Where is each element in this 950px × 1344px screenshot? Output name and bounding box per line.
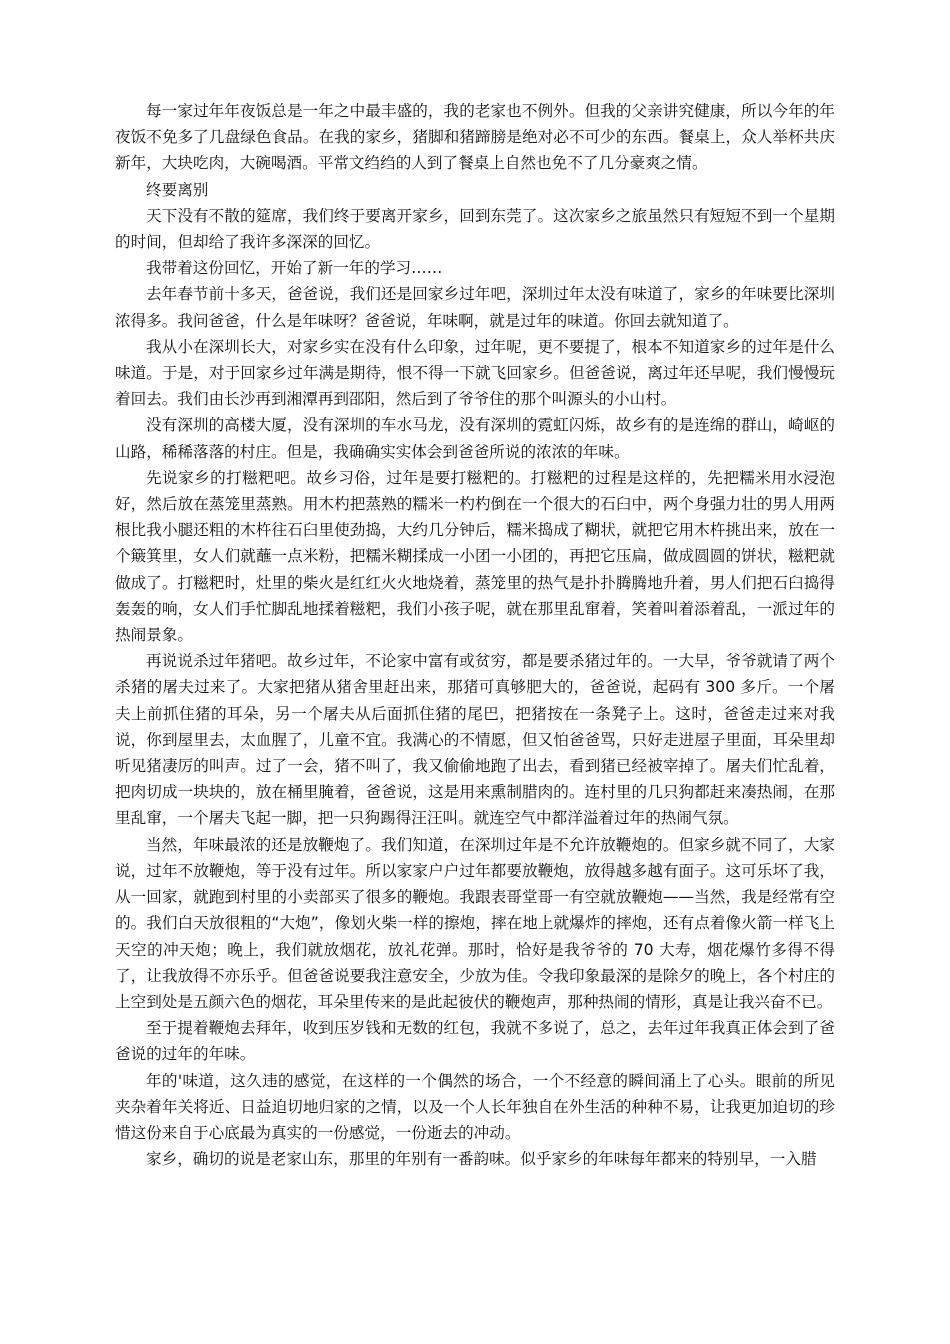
paragraph-pig-slaughter: 再说说杀过年猪吧。故乡过年，不论家中富有或贫穷，都是要杀猪过年的。一大早，爷爷就请了两个杀猪的屠夫过来了。大家把猪从猪舍里赶出来，那猪可真够肥大的，爸爸说，起码有 300 多斤。一个屠夫上前抓住猪的耳朵，另一个屠夫从后面抓住猪的尾巴，把猪按在一条凳子上。这时，爸爸走过来对我说，你到屋里去，太血腥了，儿童不宜。我满心的不情愿，但又怕爸爸骂，只好走进屋子里面，耳朵里却听见猪凄厉的叫声。过了一会，猪不叫了，我又偷偷地跑了出去，看到猪已经被宰掉了。屠夫们忙乱着，把肉切成一块块的，放在桶里腌着，爸爸说，这是用来熏制腊肉的。连村里的几只狗都赶来凑热闹，在那里乱窜，一个屠夫飞起一脚，把一只狗踢得汪汪叫。就连空气中都洋溢着过年的热闹气氛。 (115, 652, 835, 828)
document-body (115, 98, 835, 1172)
paragraph-shandong-hometown: 家乡，确切的说是老家山东，那里的年别有一番韵味。似乎家乡的年味每年都来的特别早，一入腊 (146, 1150, 817, 1169)
paragraph-red-envelopes: 至于提着鞭炮去拜年，收到压岁钱和无数的红包，我就不多说了，总之，去年过年我真正体会到了爸爸说的过年的年味。 (115, 1019, 835, 1064)
paragraph-rice-cake: 先说家乡的打糍粑吧。故乡习俗，过年是要打糍粑的。打糍粑的过程是这样的，先把糯米用水浸泡好，然后放在蒸笼里蒸熟。用木杓把蒸熟的糯米一杓杓倒在一个很大的石臼中，两个身强力壮的男人用两根比我小腿还粗的木杵往石臼里使劲捣，大约几分钟后，糯米捣成了糊状，就把它用木杵挑出来，放在一个簸箕里，女人们就蘸一点米粉，把糯米糊揉成一小团一小团的，再把它压扁，做成圆圆的饼状，糍粑就做成了。打糍粑时，灶里的柴火是红红火火地烧着，蒸笼里的热气是扑扑腾腾地升着，男人们把石臼捣得轰轰的响，女人们手忙脚乱地揉着糍粑，我们小孩子呢，就在那里乱窜着，笑着叫着添着乱，一派过年的热闹景象。 (115, 468, 835, 645)
paragraph-new-years-eve-dinner: 每一家过年年夜饭总是一年之中最丰盛的，我的老家也不例外。但我的父亲讲究健康，所以今年的年夜饭不免多了几盘绿色食品。在我的家乡，猪脚和猪蹄膀是绝对必不可少的东西。餐桌上，众人举杯共庆新年，大块吃肉，大碗喝酒。平常文绉绉的人到了餐桌上自然也免不了几分豪爽之情。 (115, 102, 835, 173)
paragraph-new-year-study: 我带着这份回忆，开始了新一年的学习…… (146, 259, 443, 278)
paragraph-return-home: 去年春节前十多天，爸爸说，我们还是回家乡过年吧，深圳过年太没有味道了，家乡的年味要比深圳浓得多。我问爸爸，什么是年味呀？爸爸说，年味啊，就是过年的味道。你回去就知道了。 (115, 285, 835, 330)
paragraph-village-scenery: 没有深圳的高楼大厦，没有深圳的车水马龙，没有深圳的霓虹闪烁，故乡有的是连绵的群山，崎岖的山路，稀稀落落的村庄。但是，我确确实实体会到爸爸所说的浓浓的年味。 (115, 416, 835, 461)
section-heading-farewell: 终要离别 (146, 180, 209, 199)
paragraph-firecrackers: 当然，年味最浓的还是放鞭炮了。我们知道，在深圳过年是不允许放鞭炮的。但家乡就不同了，大家说，过年不放鞭炮，等于没有过年。所以家家户户过年都要放鞭炮，放得越多越有面子。这可乐坏了我，从一回家，就跑到村里的小卖部买了很多的鞭炮。我跟表哥堂哥一有空就放鞭炮——当然，我是经常有空的。我们白天放很粗的“大炮”，像划火柴一样的擦炮，摔在地上就爆炸的摔炮，还有点着像火箭一样飞上天空的冲天炮；晚上，我们就放烟花，放礼花弹。那时，恰好是我爷爷的 70 大寿，烟花爆竹多得不得了，让我放得不亦乐乎。但爸爸说要我注意安全，少放为佳。令我印象最深的是除夕的晚上，各个村庄的上空到处是五颜六色的烟花，耳朵里传来的是此起彼伏的鞭炮声，那种热闹的情形，真是让我兴奋不已。 (115, 835, 835, 1011)
paragraph-taste-of-new-year: 年的'味道，这久违的感觉，在这样的一个偶然的场合，一个不经意的瞬间涌上了心头。眼前的所见夹杂着年关将近、日益迫切地归家的之情，以及一个人长年独自在外生活的种种不易，让我更加迫切的珍惜这份来自于心底最为真实的一份感觉，一份逝去的冲动。 (115, 1071, 835, 1142)
paragraph-leaving-hometown: 天下没有不散的筵席，我们终于要离开家乡，回到东莞了。这次家乡之旅虽然只有短短不到一个星期的时间，但却给了我许多深深的回忆。 (115, 206, 835, 252)
paragraph-growing-up-shenzhen: 我从小在深圳长大，对家乡实在没有什么印象，过年呢，更不要提了，根本不知道家乡的过年是什么味道。于是，对于回家乡过年满是期待，恨不得一下就飞回家乡。但爸爸说，离过年还早呢，我们慢慢玩着回去。我们由长沙再到湘潭再到邵阳，然后到了爷爷住的那个叫源头的小山村。 (115, 337, 835, 409)
